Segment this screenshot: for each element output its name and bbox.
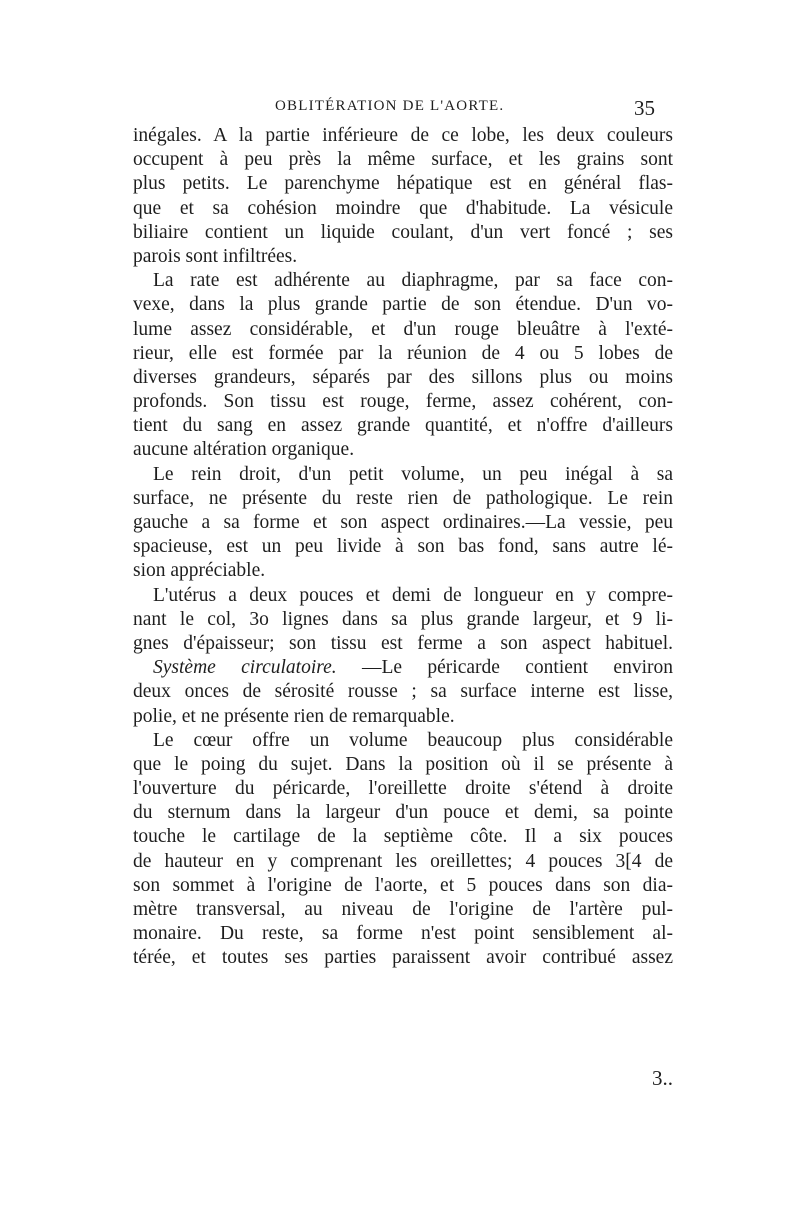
text-line: gnes d'épaisseur; son tissu est ferme a son aspect habituel. [133,632,673,654]
text-line: térée, et toutes ses parties paraissent avoir contribué assez [133,947,673,969]
text-line: profonds. Son tissu est rouge, ferme, assez cohérent, con- [133,391,673,413]
text-line: l'ouverture du péricarde, l'oreillette droite s'étend à droite [133,778,673,800]
text-line: deux onces de sérosité rousse ; sa surface interne est lisse, [133,681,673,703]
text-line: que le poing du sujet. Dans la position où il se présente à [133,753,673,775]
text-line: plus petits. Le parenchyme hépatique est en général flas- [133,173,673,195]
text-line: vexe, dans la plus grande partie de son étendue. D'un vo- [133,294,673,316]
text-line: L'utérus a deux pouces et demi de longueur en y compre- [153,584,673,606]
text-span: —Le péricarde contient environ [361,657,673,679]
text-line: du sternum dans la largeur d'un pouce et demi, sa pointe [133,802,673,824]
paragraph-liver [133,124,673,269]
paragraph-heart [133,729,673,971]
paragraph-spleen [133,269,673,463]
text-line: polie, et ne présente rien de remarquable. [133,705,455,727]
page-number: 35 [634,96,655,120]
text-line: sion appréciable. [133,560,266,582]
section-heading: Système circulatoire. [153,657,337,679]
text-line: parois sont infiltrées. [133,245,298,267]
text-line: diverses grandeurs, séparés par des sillons plus ou moins [133,366,673,388]
paragraph-circulatory-system [133,656,673,729]
text-line: La rate est adhérente au diaphragme, par sa face con- [153,270,673,292]
running-head [135,96,655,126]
text-line: occupent à peu près la même surface, et les grains sont [133,149,673,171]
text-line: touche le cartilage de la septième côte. Il a six pouces [133,826,673,848]
text-line: Le cœur offre un volume beaucoup plus considérable [153,729,673,751]
text-line: gauche a sa forme et son aspect ordinaires.—La vessie, peu [133,512,673,533]
text-line: nant le col, 3o lignes dans sa plus grande largeur, et 9 li- [133,608,673,630]
text-line [133,656,673,680]
text-line: biliaire contient un liquide coulant, d'un vert foncé ; ses [133,221,673,243]
text-line: aucune altération organique. [133,439,355,461]
text-line: inégales. A la partie inférieure de ce lobe, les deux couleurs [133,125,673,146]
signature-mark: 3.. [652,1066,673,1090]
text-line: spacieuse, est un peu livide à son bas fond, sans autre lé- [133,536,673,558]
paragraph-uterus [133,584,673,657]
text-line: son sommet à l'origine de l'aorte, et 5 pouces dans son dia- [133,874,673,896]
text-line: que et sa cohésion moindre que d'habitude. La vésicule [133,197,673,219]
text-line: monaire. Du reste, sa forme n'est point sensiblement al- [133,923,673,945]
text-line: lume assez considérable, et d'un rouge bleuâtre à l'exté- [133,318,673,340]
text-line: de hauteur en y comprenant les oreillettes; 4 pouces 3[4 de [133,850,673,872]
running-title: OBLITÉRATION DE L'AORTE. [275,98,505,114]
text-line: tient du sang en assez grande quantité, et n'offre d'ailleurs [133,415,673,437]
text-line: mètre transversal, au niveau de l'origine de l'artère pul- [133,899,673,920]
paragraph-kidney [133,463,673,584]
text-line: Le rein droit, d'un petit volume, un peu inégal à sa [153,463,673,485]
text-line: rieur, elle est formée par la réunion de 4 ou 5 lobes de [133,342,673,364]
body-text [133,124,673,971]
text-line: surface, ne présente du reste rien de pathologique. Le rein [133,487,673,509]
